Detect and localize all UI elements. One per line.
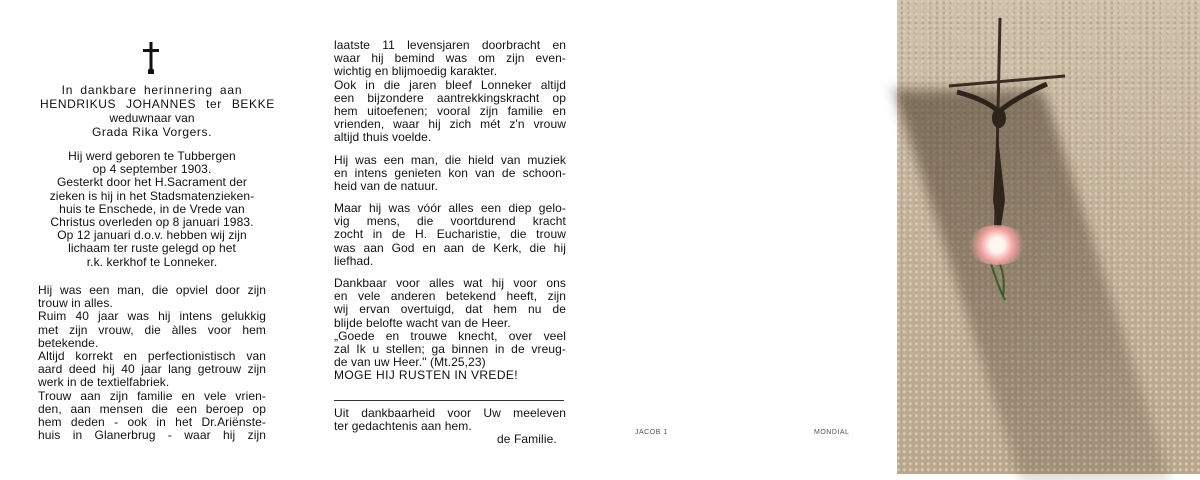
flower-glow [967, 225, 1027, 265]
bio2-line: aard deed hij 40 jaar lang getrouw zijn [38, 362, 266, 377]
mid-line: vrienden, waar hij zich mét z'n vrouw [334, 117, 566, 132]
bio2-line: werk in de textielfabriek. [38, 375, 170, 390]
mid-line: altijd thuis voelde. [334, 130, 432, 145]
bio1-line: huis te Enschede, in de Vrede van [59, 201, 245, 216]
card-middle-panel [300, 0, 600, 474]
mid-line: blijde belofte wacht van de Heer. [334, 315, 511, 330]
mid-line: vig mens, die voortdurend kracht [334, 214, 566, 229]
mid-line: hem uitoefenen; vooral zijn familie en [334, 103, 566, 118]
bio1-line: Gesterkt door het H.Sacrament der [56, 175, 248, 190]
bio1-line: r.k. kerkhof te Lonneker. [86, 254, 218, 269]
thanks-note [334, 407, 566, 433]
bio1-line: zieken is hij in het Stadsmatenzieken- [49, 188, 255, 203]
spouse-name: Grada Rika Vorgers. [91, 125, 213, 139]
bio-paragraph-1 [40, 150, 264, 269]
bio2-line: Trouw aan zijn familie en vele vrien- [38, 388, 266, 403]
scripture-quote-line: zal Ik u stellen; ga binnen in de vreug- [334, 341, 566, 356]
crucifix-icon [897, 0, 1200, 474]
mid-line: waar hij bemind was om zijn even- [334, 51, 566, 66]
scripture-quote-line: „Goede en trouwe knecht, over veel [334, 328, 566, 343]
bio2-line: huis in Glanerbrug - waar hij zijn [38, 428, 266, 443]
mid-line: Dankbaar voor alles wat hij voor ons [334, 276, 566, 290]
intro-line: In dankbare herinnering aan [61, 83, 243, 97]
bio-continuation [334, 39, 566, 383]
crucifix-photo [897, 0, 1200, 474]
memorial-intro [40, 83, 275, 140]
bio2-line: Hij was een man, die opviel door zijn [38, 283, 266, 297]
bio2-line: Altijd korrekt en perfectionistisch van [38, 348, 266, 363]
mid-line: Maar hij was vóór alles een diep gelo- [334, 201, 566, 216]
bio1-line: Christus overleden op 8 januari 1983. [50, 214, 254, 229]
bio2-line: trouw in alles. [38, 296, 113, 311]
bio1-line: Hij werd geboren te Tubbergen [68, 149, 236, 163]
mid-line: Ook in die jaren bleef Lonneker altijd [334, 77, 566, 92]
mid-line: een bijzondere aantrekkingskracht op [334, 90, 566, 105]
printer-imprint: JACOB 1 [635, 429, 668, 436]
bio1-line: lichaam ter ruste gelegd op het [68, 241, 236, 256]
mid-line: zocht in de H. Eucharistie, die trouw [334, 227, 566, 242]
bio2-line: hem deden - ook in het Dr.Ariënste- [38, 414, 266, 429]
mid-line: laatste 11 levensjaren doorbracht en [334, 38, 566, 52]
card-left-panel [0, 0, 300, 474]
mid-line: heid van de natuur. [334, 178, 438, 193]
thanks-line: ter gedachtenis aan hem. [334, 419, 472, 434]
mid-line: wij ervan overtuigd, dat hem nu de [334, 302, 566, 317]
cross-icon [140, 42, 162, 74]
mid-line: Hij was een man, die hield van muziek [334, 152, 566, 167]
family-signature: de Familie. [497, 432, 557, 446]
bio2-line: Ruim 40 jaar was hij intens gelukkig [38, 309, 266, 324]
bio2-line: den, aan mensen die een beroep op [38, 401, 266, 416]
mid-line: was aan God en aan de Kerk, die hij [334, 240, 566, 255]
bio1-line: op 4 september 1903. [92, 162, 212, 177]
mid-line: wichtig en blijmoedig karakter. [334, 64, 498, 79]
publisher-imprint: MONDIAL [814, 429, 850, 436]
divider-line [334, 400, 564, 401]
thanks-line: Uit dankbaarheid voor Uw meeleven [334, 406, 566, 420]
bio2-line: met zijn vrouw, die àlles voor hem [38, 322, 266, 337]
mid-line: liefhad. [334, 253, 374, 268]
scripture-quote-line: de van uw Heer." (Mt.25,23) [334, 355, 486, 370]
deceased-name: HENDRIKUS JOHANNES ter BEKKE [40, 97, 275, 111]
mid-line: en vele anderen betekend heeft, zijn [334, 289, 566, 304]
bio1-line: Op 12 januari d.o.v. hebben wij zijn [57, 228, 247, 243]
closing-prayer: MOGE HIJ RUSTEN IN VREDE! [334, 368, 519, 383]
card-back-panel [600, 0, 897, 474]
intro-widower-line: weduwnaar van [109, 111, 195, 125]
bio2-line: betekende. [38, 335, 99, 350]
mid-line: en intens genieten kon van de schoon- [334, 165, 566, 180]
bio-paragraph-2 [38, 284, 266, 442]
